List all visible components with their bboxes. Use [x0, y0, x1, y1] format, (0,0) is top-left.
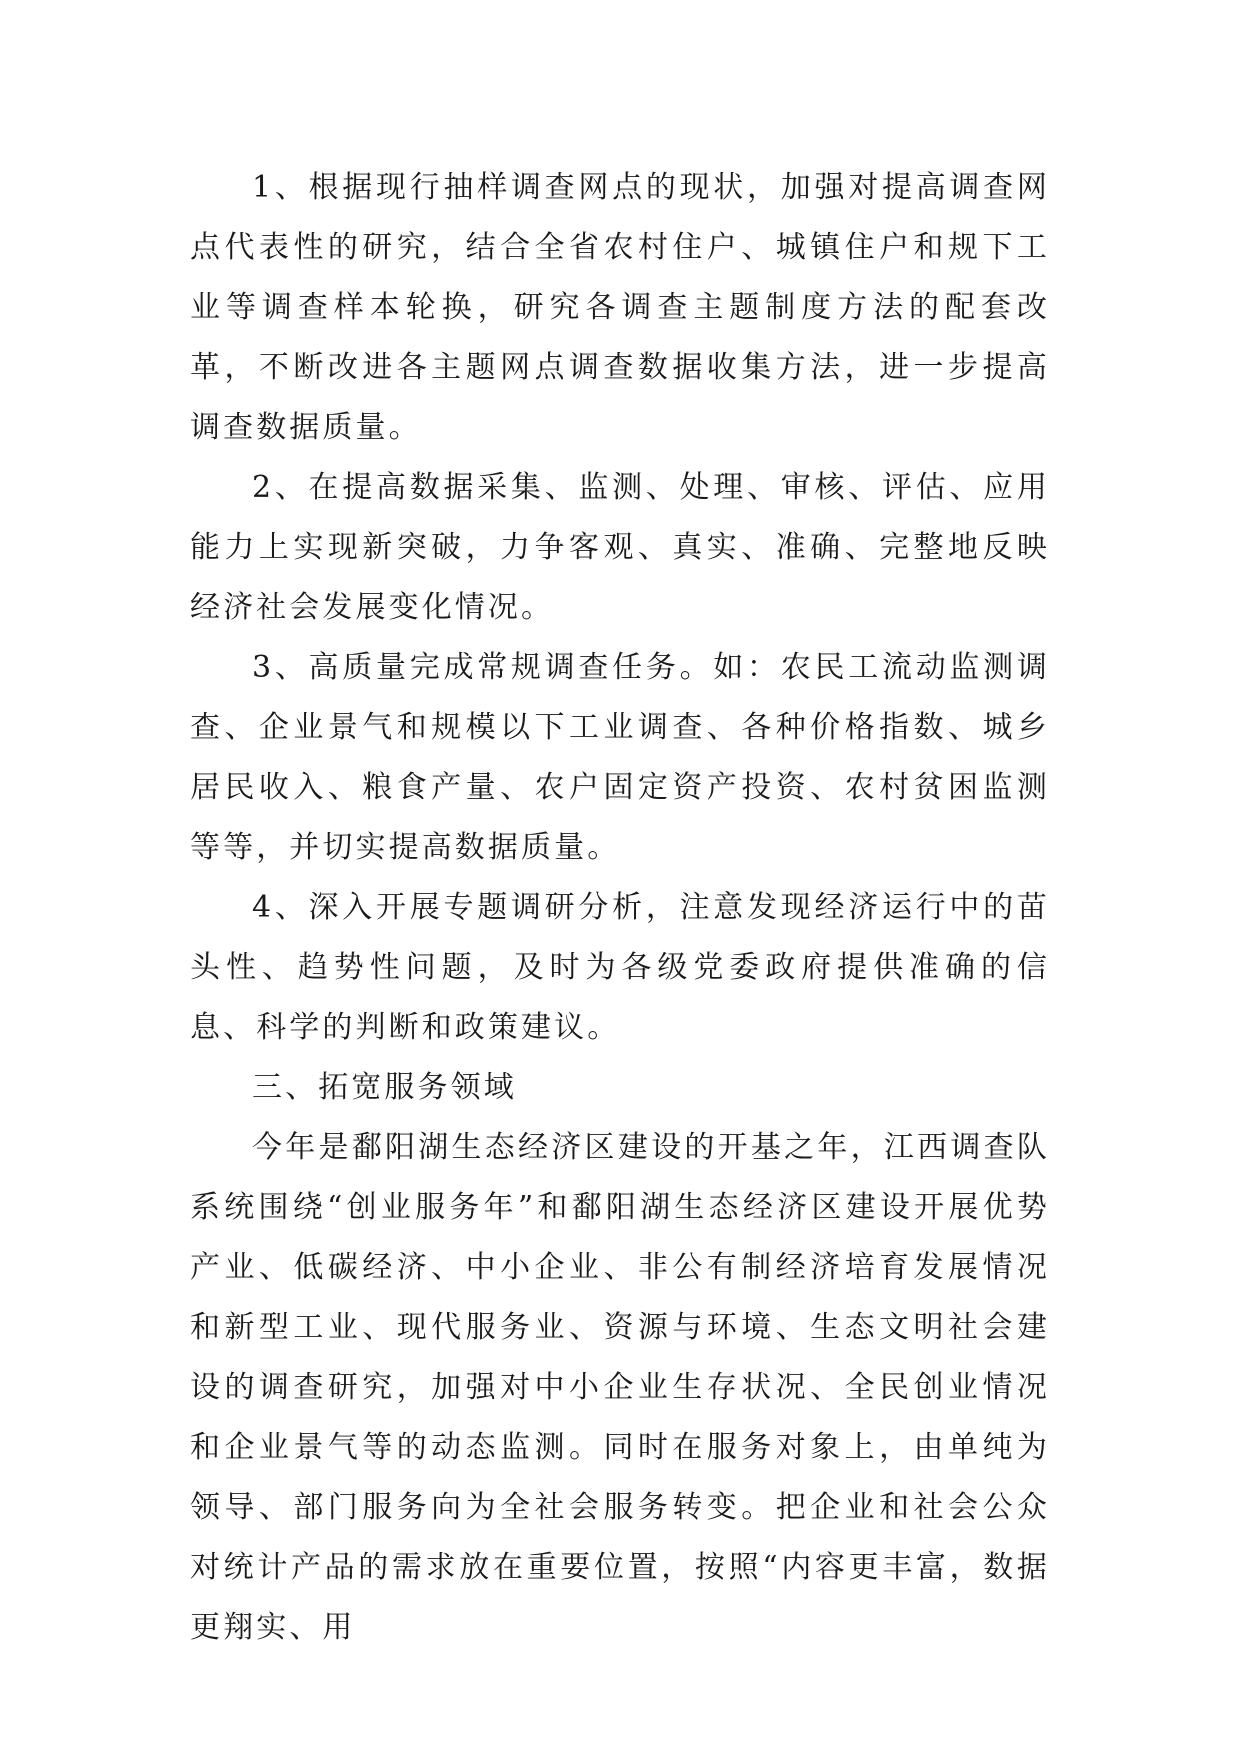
paragraph-item-1: 1、根据现行抽样调查网点的现状，加强对提高调查网点代表性的研究，结合全省农村住户、城镇住户和规下工业等调查样本轮换，研究各调查主题制度方法的配套改革，不断改进各主题网点调查数据收集方法，进一步提高调查数据质量。 [190, 170, 1050, 445]
section-paragraph: 今年是鄱阳湖生态经济区建设的开基之年，江西调查队系统围绕“创业服务年”和鄱阳湖生态经济区建设开展优势产业、低碳经济、中小企业、非公有制经济培育发展情况和新型工业、现代服务业、资源与环境、生态文明社会建设的调查研究，加强对中小企业生存状况、全民创业情况和企业景气等的动态监测。同时在服务对象上，由单纯为领导、部门服务向为全社会服务转变。把企业和社会公众对统计产品的需求放在重要位置，按照“内容更丰富，数据更翔实、用 [190, 1130, 1050, 1645]
section-heading: 三、拓宽服务领域 [252, 1070, 517, 1105]
paragraph-item-4: 4、深入开展专题调研分析，注意发现经济运行中的苗头性、趋势性问题，及时为各级党委政府提供准确的信息、科学的判断和政策建议。 [190, 890, 1050, 1045]
document-body [190, 158, 1050, 1658]
paragraph-item-3: 3、高质量完成常规调查任务。如：农民工流动监测调查、企业景气和规模以下工业调查、各种价格指数、城乡居民收入、粮食产量、农户固定资产投资、农村贫困监测等等，并切实提高数据质量。 [190, 650, 1050, 865]
paragraph-item-2: 2、在提高数据采集、监测、处理、审核、评估、应用能力上实现新突破，力争客观、真实、准确、完整地反映经济社会发展变化情况。 [190, 470, 1050, 625]
